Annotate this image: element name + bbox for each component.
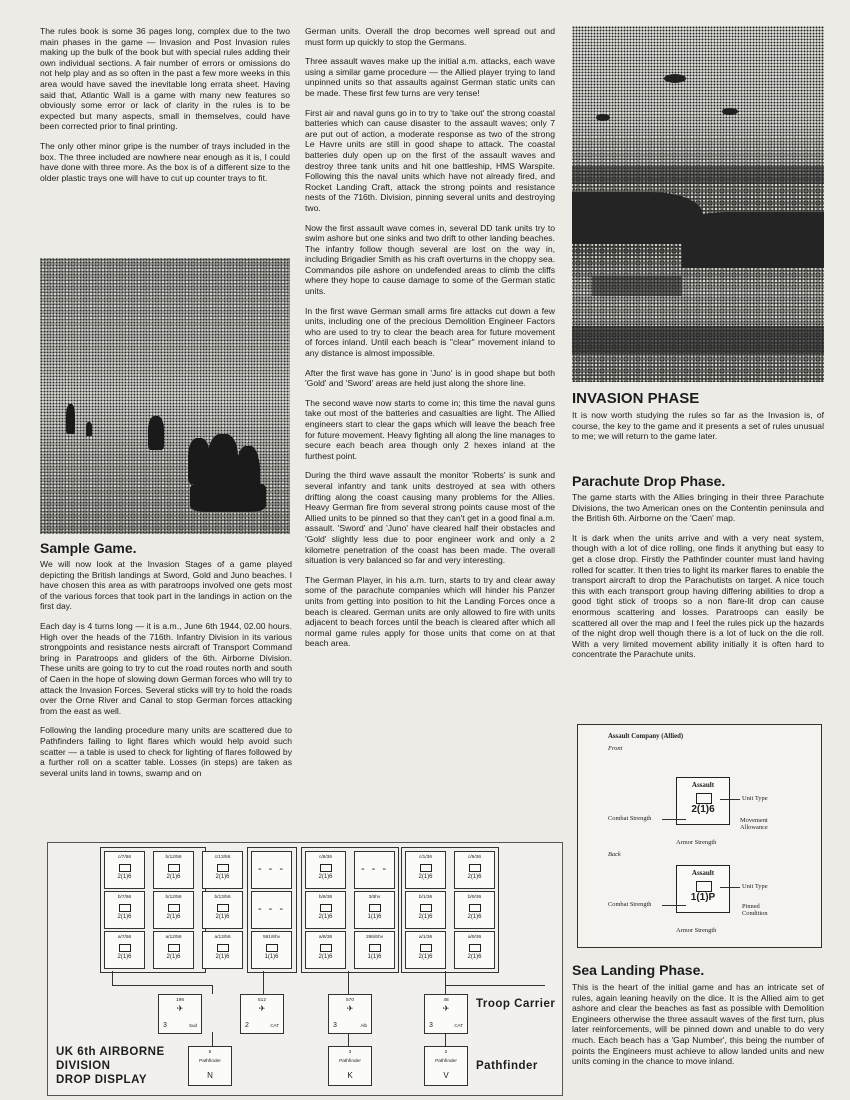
unit-id: 3/6hv [368, 895, 381, 900]
unit-strength: 2(1)6 [418, 874, 433, 880]
unit-counter [305, 931, 346, 969]
unit-counter [202, 851, 243, 889]
paratroop-symbol-icon [469, 904, 481, 912]
carrier-rating: 3 [429, 1022, 433, 1029]
unit-id: a/13/56 [214, 935, 231, 940]
unit-id: a/9/36 [467, 935, 482, 940]
paratroop-symbol-icon [420, 904, 432, 912]
paragraph: The game starts with the Allies bringing in their three Parachute Divisions, the two American ones on the Contentin peninsula and the British 6th. Airborne on the 'Caen' map. [572, 492, 824, 524]
connector-line [212, 1032, 213, 1046]
section-heading-sea-landing: Sea Landing Phase. [572, 962, 705, 978]
connector-line [445, 1032, 446, 1046]
movement-allowance-label: Movement Allowance [740, 817, 768, 831]
unit-counter [454, 851, 495, 889]
empty-slot: - - - [251, 851, 292, 889]
back-label: Back [608, 851, 621, 858]
empty-slot: - - - [251, 891, 292, 929]
unit-strength: 1(1)6 [264, 954, 279, 960]
troop-carrier-counter [240, 994, 284, 1034]
paratroop-symbol-icon [320, 944, 332, 952]
connector-line [112, 985, 212, 986]
unit-id: b/12/56 [165, 855, 182, 860]
drop-zone-letter: V [443, 1071, 449, 1080]
unit-strength: 2(1)6 [166, 874, 181, 880]
paratroop-symbol-icon [168, 944, 180, 952]
unit-counter [405, 851, 446, 889]
unit-id: b/7/56 [117, 895, 132, 900]
invasion-fleet-photo [572, 26, 824, 382]
unit-counter [202, 891, 243, 929]
unit-id: a/1/36 [418, 935, 433, 940]
unit-counter [104, 851, 145, 889]
troop-carrier-counter [328, 994, 372, 1034]
carrier-type: Sud [188, 1023, 197, 1028]
article-column-1-top [40, 26, 290, 192]
paratroop-symbol-icon [217, 944, 229, 952]
connector-line [348, 971, 349, 994]
unit-strength: 2(1)6 [467, 954, 482, 960]
paratroop-symbol-icon [420, 864, 432, 872]
unit-strength: 2(1)6 [166, 954, 181, 960]
unit-strength: 1(1)6 [367, 914, 382, 920]
paragraph: During the third wave assault the monitor 'Roberts' is sunk and several infantry and tank units destroyed at sea with others drifting along the coast causing many problems for the Allies. Heavy German fire from several strong points cause most of the Allied units to be pinned so that they can't get in a good final a.m. assault. 'Sword' and 'Juno' have cleared half their obstacles and 'Gold' slightly less due to poor engineer work and only a 2 kilometre penetration of the coast has been made. The overall situation is very balanced so far and very interesting. [305, 470, 555, 566]
paragraph: The German Player, in his a.m. turn, starts to try and clear away some of the parachute companies which will hinder his Panzer units from getting into position to hit the Landing Forces once a beach is cleared. German units are only allowed to fire with units adjacent to beach forces until the beach is cleared after which all normal game rules apply for those units that come on at that beach area. [305, 574, 555, 649]
paratroop-symbol-icon [217, 904, 229, 912]
diagram-title: Assault Company (Allied) [608, 733, 684, 740]
section-heading-invasion-phase: INVASION PHASE [572, 390, 700, 407]
drop-zone-letter: N [207, 1071, 213, 1080]
counter-value: 2(1)6 [691, 804, 715, 815]
unit-id: c/7/56 [117, 855, 132, 860]
connector-line [348, 1032, 349, 1046]
article-column-3-parachute [572, 492, 824, 669]
infantry-symbol-icon [696, 881, 712, 892]
combat-strength-label: Combat Strength [608, 815, 652, 822]
unit-counter [454, 891, 495, 929]
unit-strength: 2(1)6 [318, 954, 333, 960]
unit-strength: 2(1)6 [117, 954, 132, 960]
connector-line [445, 985, 545, 986]
drop-display-diagram [47, 842, 563, 1096]
carrier-id: 48 [443, 998, 449, 1003]
pathfinder-id: 2 [444, 1050, 448, 1055]
paragraph: The second wave now starts to come in; this time the naval guns take out most of the batteries and casualties are light. The Allied engineers start to clear the gaps which will leave the beach free for future movement. Heavy fighting all along the line manages to secure each beach area though only 2 hexes inland at the furthest point. [305, 397, 555, 461]
infantry-symbol-icon [696, 793, 712, 804]
section-heading-sample-game: Sample Game. [40, 540, 137, 556]
paratroop-symbol-icon [168, 904, 180, 912]
troop-carrier-counter [158, 994, 202, 1034]
connector-line [445, 985, 446, 994]
connector-line [445, 971, 446, 985]
paratroop-symbol-icon [369, 944, 381, 952]
carrier-rating: 3 [333, 1022, 337, 1029]
unit-id: c/13/56 [214, 855, 231, 860]
unit-counter [104, 891, 145, 929]
unit-counter [405, 891, 446, 929]
unit-strength: 2(1)6 [117, 914, 132, 920]
unit-id: 591/6hv [262, 935, 281, 940]
unit-id: b/13/56 [214, 895, 231, 900]
carrier-type: Alb [360, 1023, 367, 1028]
unit-strength: 2(1)6 [418, 914, 433, 920]
unit-id: b/12/56 [165, 895, 182, 900]
unit-counter [202, 931, 243, 969]
unit-id: a/12/56 [165, 935, 182, 940]
front-label: Front [608, 745, 623, 752]
unit-counter [354, 931, 395, 969]
paratroop-symbol-icon [320, 864, 332, 872]
unit-id: a/8/36 [318, 935, 333, 940]
unit-id: b/9/36 [467, 895, 482, 900]
troop-carrier-label: Troop Carrier [476, 998, 556, 1010]
unit-counter [251, 931, 292, 969]
connector-line [212, 985, 213, 994]
unit-counter [305, 891, 346, 929]
aircraft-icon: ✈ [176, 1004, 184, 1013]
unit-counter [153, 891, 194, 929]
article-column-3-sea-landing [572, 982, 824, 1076]
front-counter [676, 777, 730, 825]
unit-id: b/8/36 [318, 895, 333, 900]
paragraph: German units. Overall the drop becomes well spread out and must form up quickly to stop the Germans. [305, 26, 555, 47]
aircraft-icon: ✈ [346, 1004, 354, 1013]
unit-counter [354, 891, 395, 929]
paragraph: Three assault waves make up the initial a.m. attacks, each wave using a similar game procedure — the Allied player trying to land unpinned units so that assaults against German static units can be made. These first few turns are very tense! [305, 56, 555, 98]
paratroop-symbol-icon [320, 904, 332, 912]
carrier-id: 570 [345, 998, 354, 1003]
unit-type-label: Unit Type [742, 795, 768, 802]
paratroop-symbol-icon [469, 864, 481, 872]
paragraph: The only other minor gripe is the number of trays included in the box. The three included are nowhere near enough as it is, I could have done with three more. As the box is of a different size to the older plastic trays one will have to cut up counter trays to fit. [40, 140, 290, 183]
unit-strength: 2(1)6 [418, 954, 433, 960]
unit-counter [153, 851, 194, 889]
armor-strength-label: Armor Strength [676, 839, 717, 846]
unit-strength: 2(1)6 [215, 914, 230, 920]
unit-counter [405, 931, 446, 969]
unit-counter [454, 931, 495, 969]
unit-id: 286/6hv [365, 935, 384, 940]
pathfinder-label: Pathfinder [476, 1060, 538, 1072]
paragraph: In the first wave German small arms fire attacks cut down a few units, including one of the precious Demolition Engineer Factors who are used to try to clear the beach area for future movement of forces inland. Until each beach is "clear" movement inland to any distance is almost impossible. [305, 305, 555, 359]
article-column-2 [305, 26, 555, 658]
unit-id: c/8/36 [318, 855, 333, 860]
unit-id: b/1/36 [418, 895, 433, 900]
paratroop-symbol-icon [420, 944, 432, 952]
carrier-type: CAT [270, 1023, 279, 1028]
drop-zone-letter: K [347, 1071, 353, 1080]
carrier-type: CAT [454, 1023, 463, 1028]
article-column-1-bottom [40, 559, 292, 787]
counter-type-label: Assault [691, 781, 715, 789]
paragraph: Now the first assault wave comes in, several DD tank units try to swim ashore but one sinks and two drift to other landing beaches. The infantry follow though several are lost on the way in, including Brigadier Smith as his craft overturns in the choppy sea. Commandos pile ashore on undefended areas to climb the cliffs where they hope to cause damage to some of the German static units. [305, 222, 555, 297]
connector-line [112, 971, 113, 985]
carrier-rating: 3 [163, 1022, 167, 1029]
paratroop-symbol-icon [217, 864, 229, 872]
empty-slot: - - - [354, 851, 395, 889]
paratroop-symbol-icon [469, 944, 481, 952]
unit-id: a/7/56 [117, 935, 132, 940]
aircraft-icon: ✈ [442, 1004, 450, 1013]
connector-line [263, 971, 264, 994]
pathfinder-counter [328, 1046, 372, 1086]
pathfinder-id: 5 [208, 1050, 212, 1055]
pathfinder-name: Pathfinder [435, 1059, 457, 1064]
drop-display-title: UK 6th AIRBORNE DIVISION DROP DISPLAY [56, 1046, 165, 1086]
paratroop-symbol-icon [119, 944, 131, 952]
unit-strength: 2(1)6 [467, 874, 482, 880]
paratroop-symbol-icon [119, 864, 131, 872]
pathfinder-name: Pathfinder [199, 1059, 221, 1064]
paratroop-symbol-icon [168, 864, 180, 872]
armor-strength-label: Armor Strength [676, 927, 717, 934]
pathfinder-counter [188, 1046, 232, 1086]
article-column-3-invasion [572, 410, 824, 451]
combat-strength-label: Combat Strength [608, 901, 652, 908]
unit-strength: 2(1)6 [215, 874, 230, 880]
pathfinder-counter [424, 1046, 468, 1086]
paragraph: Each day is 4 turns long — it is a.m., June 6th 1944, 02.00 hours. High over the heads of the 716th. Infantry Division in its various strongpoints and resistance nests aircraft of Transport Command bring in Paratroops and gliders of the 6th. Airborne Division. These units are going to try to cut the road routes north and south of Caen in the hope of slowing down German forces who will try to attack the Invasion Forces. Several sticks will try to hold the roads over the Orne River and Canal to stop German forces attacking from the east as well. [40, 620, 292, 716]
unit-strength: 2(1)6 [166, 914, 181, 920]
carrier-id: 512 [257, 998, 266, 1003]
unit-id: c/9/36 [467, 855, 482, 860]
pinned-condition-label: Pinned Condition [742, 903, 768, 917]
paragraph: We will now look at the Invasion Stages of a game played depicting the British landings at Sword, Gold and Juno beaches. I have chosen this area as with paratroops involved one gets most of the various forces that took part in the landings in action on the first day. [40, 559, 292, 612]
paratroop-symbol-icon [119, 904, 131, 912]
pathfinder-name: Pathfinder [339, 1059, 361, 1064]
paratroop-symbol-icon [266, 944, 278, 952]
unit-strength: 2(1)6 [117, 874, 132, 880]
unit-counter [104, 931, 145, 969]
counter-value: 1(1)P [690, 892, 716, 903]
unit-type-label: Unit Type [742, 883, 768, 890]
paratroop-symbol-icon [369, 904, 381, 912]
unit-id: c/1/36 [418, 855, 433, 860]
carrier-rating: 2 [245, 1022, 249, 1029]
paragraph: It is now worth studying the rules so far as the Invasion is, of course, the key to the game and it presents a set of rules unusual to me; we will return to the game later. [572, 410, 824, 442]
unit-strength: 1(1)6 [367, 954, 382, 960]
unit-counter [153, 931, 194, 969]
unit-strength: 2(1)6 [318, 914, 333, 920]
paragraph: First air and naval guns go in to try to 'take out' the strong coastal batteries which can cause disaster to the assault waves; only 7 are put out of action, a moderate response as two of the strong Le Havre units are still in good shape to attack. The coastal batteries duly open up on the first of the assault waves and destroy three tank units and hit one battleship, HMS Warspite. Following this the naval units which have not already fired, and Rocket Landing Craft, attack the strong points and resistance nests of the 716th. Division, pinning several units and destroying two. [305, 107, 555, 213]
section-heading-parachute-drop: Parachute Drop Phase. [572, 473, 726, 489]
counter-type-label: Assault [691, 869, 715, 877]
beach-landing-photo [40, 258, 290, 534]
unit-strength: 2(1)6 [215, 954, 230, 960]
aircraft-icon: ✈ [258, 1004, 266, 1013]
assault-company-counter-diagram [577, 724, 822, 948]
unit-strength: 2(1)6 [318, 874, 333, 880]
troop-carrier-counter [424, 994, 468, 1034]
pathfinder-id: 3 [348, 1050, 352, 1055]
carrier-id: 196 [175, 998, 184, 1003]
paragraph: After the first wave has gone in 'Juno' is in good shape but both 'Gold' and 'Sword' areas are held just along the shore line. [305, 367, 555, 389]
paragraph: This is the heart of the initial game and has an intricate set of rules, again leaning heavily on the dice. It is the Allied aim to get ashore and clear the beaches as fast as possible with Demolition Engineers otherwise the three assault waves of the first turn, plus later reinforcements, will be pinned down and unable to do very much. Each beach has a 'Gap Number', this being the number of points the Engineers must achieve to allow landed units and new units coming in the chance to move inland. [572, 982, 824, 1067]
paragraph: It is dark when the units arrive and with a very neat system, though with a lot of dice rolling, one finds it anything but easy to get a close drop. Firstly the Pathfinder counter must land having rolled for scatter. It then tries to light its marker flares to enable the transport aircraft to drop the Parachutists on target. A nice touch this with each transport group having differing abilities to drop a good tight stick of troops so a non flare-lit drop can cause enormous scattering and losses. Paratroops can easily be scattered all over the map and I feel the rules pick up the hazards of the night drop well though there is a lot of luck on the die roll. With a very limited movement ability initially it is often hard to concentrate the Parachute units. [572, 532, 824, 660]
unit-counter [305, 851, 346, 889]
paragraph: Following the landing procedure many units are scattered due to Pathfinders failing to light flares which would help avoid such scatter — a table is used to check for lighting of flares followed by a further roll on a scatter table. Losses (in steps) are taken as several units land in towns, swamp and on [40, 725, 292, 778]
unit-strength: 2(1)6 [467, 914, 482, 920]
paragraph: The rules book is some 36 pages long, complex due to the two main phases in the game — Invasion and Post Invasion rules making up the bulk of the book but with special rules adding their own individual sections. A fair number of errors or omissions do not help play and as so often in the past a few more weeks in this area would have saved the inevitable long errata sheet. Having said that, Atlantic Wall is a game with many new features so obviously some error or lack of clarity in the rules is to be expected but many aspects, small in themselves, could have been corrected prior to final printing. [40, 26, 290, 132]
